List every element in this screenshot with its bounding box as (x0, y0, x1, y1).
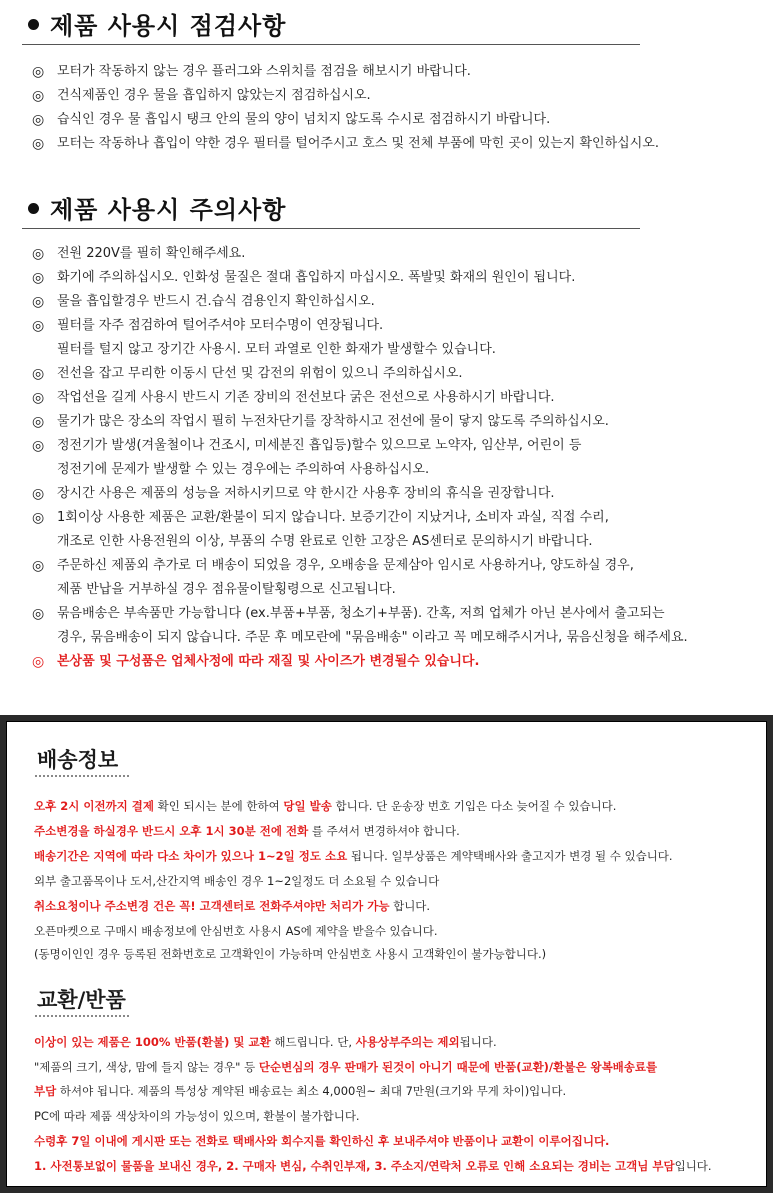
returns-line-5: 수령후 7일 이내에 게시판 또는 전화로 택배사와 회수지를 확인하신 후 보내주셔야 반품이나 교환이 이루어집니다. (34, 1134, 610, 1148)
caution-item-text: 작업선을 길게 사용시 반드시 기존 장비의 전선보다 굵은 전선으로 사용하시기 바랍니다. (57, 390, 555, 405)
double-circle-bullet-icon: ◎ (32, 606, 45, 622)
caution-item-text: 경우, 묶음배송이 되지 않습니다. 주문 후 메모란에 "묶음배송" 이라고 꼭 메모해주시거나, 묶음신청을 해주세요. (57, 630, 688, 645)
check-list (30, 60, 770, 156)
caution-item-text: 물을 흡입할경우 반드시 건.습식 겸용인지 확인하십시오. (57, 294, 375, 309)
caution-item (30, 554, 770, 578)
returns-line-6 (34, 1158, 712, 1174)
caution-item-text: 개조로 인한 사용전원의 이상, 부품의 수명 완료로 인한 고장은 AS센터로 문의하시기 바랍니다. (57, 534, 593, 549)
bullet-dot-icon (28, 203, 39, 214)
caution-item (30, 338, 770, 362)
caution-item-text: 주문하신 제품외 추가로 더 배송이 되었을 경우, 오배송을 문제삼아 임시로 사용하거나, 양도하실 경우, (57, 558, 634, 573)
caution-item-text: 제품 반납을 거부하실 경우 점유물이탈횡령으로 신고됩니다. (57, 582, 396, 597)
check-item-text: 모터는 작동하나 흡입이 약한 경우 필터를 털어주시고 호스 및 전체 부품에 막힌 곳이 있는지 확인하십시오. (57, 136, 659, 151)
caution-item-text: 정전기에 문제가 발생할 수 있는 경우에는 주의하여 사용하십시오. (57, 462, 430, 477)
caution-item (30, 578, 770, 602)
caution-item-text: 정전기가 발생(겨울철이나 건조시, 미세분진 흡입등)할수 있으므로 노약자, 임산부, 어린이 등 (57, 438, 582, 453)
returns-line-1-highlight-2: 사용상부주의는 제외 (355, 1035, 460, 1049)
shipping-line-3-text: 됩니다. 일부상품은 계약택배사와 출고지가 변경 될 수 있습니다. (347, 849, 673, 863)
caution-item (30, 410, 770, 434)
caution-item (30, 458, 770, 482)
caution-item (30, 434, 770, 458)
returns-line-6-text: 입니다. (674, 1159, 712, 1173)
returns-line-3 (34, 1083, 566, 1099)
caution-item (30, 626, 770, 650)
double-circle-bullet-icon: ◎ (32, 558, 45, 574)
caution-item-text: 물기가 많은 장소의 작업시 필히 누전차단기를 장착하시고 전선에 물이 닿지 않도록 주의하십시오. (57, 414, 609, 429)
shipping-line-3 (34, 848, 673, 864)
section-caution-header (22, 188, 640, 229)
caution-item-text: 본상품 및 구성품은 업체사정에 따라 재질 및 사이즈가 변경될수 있습니다. (57, 654, 480, 669)
check-item (30, 108, 770, 132)
caution-item (30, 602, 770, 626)
shipping-line-5 (34, 898, 430, 914)
returns-line-2-highlight: 단순변심의 경우 판매가 된것이 아니기 때문에 반품(교환)/환불은 왕복배송료를 (258, 1060, 658, 1074)
caution-item-notice (30, 650, 770, 674)
double-circle-bullet-icon: ◎ (32, 294, 45, 310)
section-check-header (22, 4, 640, 45)
shipping-line-2-text: 를 주셔서 변경하셔야 합니다. (308, 824, 460, 838)
check-item-text: 습식인 경우 물 흡입시 탱크 안의 물의 양이 넘치지 않도록 수시로 점검하시기 바랍니다. (57, 112, 551, 127)
caution-item (30, 266, 770, 290)
check-item (30, 132, 770, 156)
caution-item-text: 장시간 사용은 제품의 성능을 저하시키므로 약 한시간 사용후 장비의 휴식을 권장합니다. (57, 486, 555, 501)
returns-line-1-text: 해드립니다. 단, (270, 1035, 356, 1049)
returns-line-4: PC에 따라 제품 색상차이의 가능성이 있으며, 환불이 불가합니다. (34, 1109, 360, 1123)
caution-item-text: 묶음배송은 부속품만 가능합니다 (ex.부품+부품, 청소기+부품). 간혹, 저희 업체가 아닌 본사에서 출고되는 (57, 606, 665, 621)
caution-list (30, 242, 770, 674)
section-check-title: 제품 사용시 점검사항 (50, 12, 287, 40)
returns-line-3-highlight: 부담 (34, 1084, 57, 1098)
returns-line-2-text: "제품의 크기, 색상, 맘에 들지 않는 경우" 등 (34, 1060, 259, 1074)
check-item (30, 60, 770, 84)
shipping-line-5-highlight: 취소요청이나 주소변경 건은 꼭! 고객센터로 전화주셔야만 처리가 가능 (34, 899, 390, 913)
double-circle-bullet-icon: ◎ (32, 390, 45, 406)
caution-item-text: 1회이상 사용한 제품은 교환/환불이 되지 않습니다. 보증기간이 지났거나, 소비자 과실, 직접 수리, (57, 510, 609, 525)
shipping-line-5-text: 합니다. (389, 899, 431, 913)
caution-item (30, 242, 770, 266)
returns-line-2 (34, 1059, 657, 1075)
shipping-line-2 (34, 823, 460, 839)
section-caution-title: 제품 사용시 주의사항 (50, 196, 287, 224)
shipping-title: 배송정보 (37, 748, 119, 772)
double-circle-bullet-icon: ◎ (32, 112, 45, 128)
bullet-dot-icon (28, 19, 39, 30)
info-panel (0, 715, 773, 1193)
shipping-line-2-highlight: 주소변경을 하실경우 반드시 오후 1시 30분 전에 전화 (34, 824, 309, 838)
shipping-line-1-highlight: 오후 2시 이전까지 결제 (34, 799, 154, 813)
shipping-line-6: 오픈마켓으로 구매시 배송정보에 안심번호 사용시 AS에 제약을 받을수 있습니다. (34, 924, 438, 938)
double-circle-bullet-icon: ◎ (32, 136, 45, 152)
caution-item (30, 530, 770, 554)
check-item-text: 건식제품인 경우 물을 흡입하지 않았는지 점검하십시오. (57, 88, 371, 103)
returns-line-6-highlight: 1. 사전통보없이 물품을 보내신 경우, 2. 구매자 변심, 수취인부재, 3. 주소지/연락처 오류로 인해 소요되는 경비는 고객님 부담 (34, 1159, 675, 1173)
caution-item (30, 386, 770, 410)
caution-item (30, 290, 770, 314)
double-circle-bullet-icon: ◎ (32, 510, 45, 526)
caution-item-text: 화기에 주의하십시오. 인화성 물질은 절대 흡입하지 마십시오. 폭발및 화재의 원인이 됩니다. (57, 270, 576, 285)
double-circle-bullet-icon: ◎ (32, 88, 45, 104)
returns-line-3-text: 하셔야 됩니다. 제품의 특성상 계약된 배송료는 최소 4,000원~ 최대 7만원(크기와 무게 차이)입니다. (56, 1084, 567, 1098)
caution-item (30, 506, 770, 530)
double-circle-bullet-icon: ◎ (32, 414, 45, 430)
double-circle-bullet-icon: ◎ (32, 438, 45, 454)
shipping-line-3-highlight: 배송기간은 지역에 따라 다소 차이가 있으나 1~2일 정도 소요 (34, 849, 348, 863)
shipping-line-1-text: 확인 되시는 분에 한하여 (154, 799, 284, 813)
returns-line-1 (34, 1034, 497, 1050)
shipping-line-1 (34, 798, 616, 814)
double-circle-bullet-icon: ◎ (32, 654, 45, 670)
returns-title: 교환/반품 (37, 988, 126, 1012)
info-panel-inner (6, 721, 767, 1187)
shipping-line-1-text-2: 합니다. 단 운송장 번호 기입은 다소 늦어질 수 있습니다. (331, 799, 617, 813)
caution-item-text: 필터를 자주 점검하여 털어주셔야 모터수명이 연장됩니다. (57, 318, 384, 333)
shipping-line-1-highlight-2: 당일 발송 (283, 799, 332, 813)
double-circle-bullet-icon: ◎ (32, 486, 45, 502)
check-item-text: 모터가 작동하지 않는 경우 플러그와 스위치를 점검을 해보시기 바랍니다. (57, 64, 471, 79)
caution-item (30, 314, 770, 338)
double-circle-bullet-icon: ◎ (32, 246, 45, 262)
double-circle-bullet-icon: ◎ (32, 270, 45, 286)
caution-item-text: 전선을 잡고 무리한 이동시 단선 및 감전의 위험이 있으니 주의하십시오. (57, 366, 463, 381)
caution-item-text: 필터를 털지 않고 장기간 사용시. 모터 과열로 인한 화재가 발생할수 있습니다. (57, 342, 496, 357)
returns-title-underline (35, 1015, 129, 1017)
shipping-line-7: (동명이인인 경우 등록된 전화번호로 고객확인이 가능하며 안심번호 사용시 고객확인이 불가능합니다.) (34, 947, 547, 961)
check-item (30, 84, 770, 108)
shipping-line-4: 외부 출고품목이나 도서,산간지역 배송인 경우 1~2일정도 더 소요될 수 있습니다 (34, 874, 440, 888)
shipping-title-underline (35, 775, 129, 777)
returns-line-1-text-2: 됩니다. (459, 1035, 497, 1049)
caution-item-text: 전원 220V를 필히 확인해주세요. (57, 246, 246, 261)
caution-item (30, 482, 770, 506)
caution-item (30, 362, 770, 386)
double-circle-bullet-icon: ◎ (32, 318, 45, 334)
double-circle-bullet-icon: ◎ (32, 366, 45, 382)
double-circle-bullet-icon: ◎ (32, 64, 45, 80)
returns-line-1-highlight: 이상이 있는 제품은 100% 반품(환불) 및 교환 (34, 1035, 271, 1049)
